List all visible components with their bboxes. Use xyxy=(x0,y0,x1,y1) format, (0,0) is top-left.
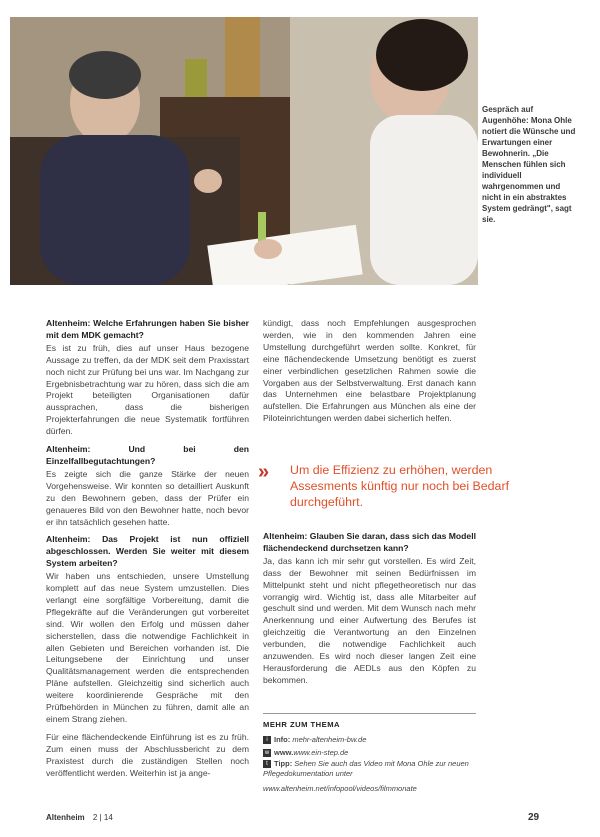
web-line xyxy=(263,746,476,759)
pull-quote-text: Um die Effizienz zu erhöhen, werden Assesments künftig nur noch bei Bedarf durchgeführt. xyxy=(290,463,510,509)
web-label: www. xyxy=(274,748,294,757)
info-link[interactable]: mehr-altenheim-bw.de xyxy=(290,735,367,744)
tip-label: Tipp: xyxy=(274,759,293,768)
tip-icon: t xyxy=(263,760,271,768)
publication-name: Altenheim xyxy=(46,813,85,822)
interview-photo xyxy=(10,17,478,285)
info-label: Info: xyxy=(274,735,291,744)
photo-caption: Gespräch auf Augenhöhe: Mona Ohle notiert die Wünsche und Erwartungen einer Bewohnerin. „Die Menschen fühlen sich individuell wahrgenommen und nicht in ein abstraktes System gedrängt", sagt sie. xyxy=(482,105,576,224)
interview-answer: kündigt, dass noch Empfehlungen ausgesprochen werden, wie in den kommenden Jahren eine Umstellung durchgeführt werden sollte. Konkret, für eine flächendeckende Umsetzung benötigt es zuerst einer verbindlichen gesetzlichen Rahmen sowie die Vorgaben aus der Selbstverwaltung. Erst danach kann das Unternehmen eine belastbare Projektplanung aufstellen. Die Erfahrungen aus München als eine der Piloteinrichtungen werden dabei sicherlich helfen. xyxy=(263,318,476,424)
quote-mark-icon: » xyxy=(258,461,270,483)
web-link[interactable]: www.ein-step.de xyxy=(293,748,349,757)
page-number: 29 xyxy=(528,812,540,823)
tip-line xyxy=(263,759,476,779)
more-on-topic-box xyxy=(263,713,476,795)
interview-question: Altenheim: Welche Erfahrungen haben Sie bisher mit dem MDK gemacht? xyxy=(46,318,249,340)
interview-question: Altenheim: Und bei den Einzelfallbegutachtungen? xyxy=(46,444,249,466)
interview-answer: Es ist zu früh, dies auf unser Haus bezogene Aussage zu treffen, da der MDK seit dem Praxisstart noch nicht zur Prüfung bei uns war. Im Nachgang zur Ergebnisbetrachtung war zu hören, dass sich die am Projekt beteiligten Organisationen dafür aussprachen, dass die bisherigen Projekterfahrungen die neue Systematik fortführen dürfen. xyxy=(46,342,249,437)
web-icon: w xyxy=(264,750,270,757)
photo-illustration xyxy=(10,17,478,285)
video-link[interactable]: www.altenheim.net/infopool/videos/filmmonate xyxy=(263,784,417,793)
interview-answer: Wir haben uns entschieden, unsere Umstellung komplett auf das neue System umzustellen. Dies verlangt eine sorgfältige Vorbereitung, damit die Pflegekräfte auf die Veränderungen gut vorbereitet sind. Wir wollen den Erfolg und müssen daher sicherstellen, dass die notwendige Fachlichkeit in allen Gebieten und Bereichen vorhanden ist. Die Leitungsebene der Einrichtung und unser Qualitätsmanagement werden die entsprechenden Pläne aufstellen. Gleichzeitig sind sicherlich auch weitere koordinierende Gespräche mit den Prüfbehörden in München zu führen, damit alle an einem Strang ziehen. xyxy=(46,571,249,724)
interview-question: Altenheim: Das Projekt ist nun offiziell abgeschlossen. Werden Sie weiter mit diesem System arbeiten? xyxy=(46,534,249,569)
tip-text: Sehen Sie auch das Video mit Mona Ohle zur neuen Pflegedokumentation unter xyxy=(263,759,469,778)
interview-answer: Für eine flächendeckende Einführung ist es zu früh. Zum einen muss der Abschlussbericht zu dem Praxistest durch die zuständigen Stellen noch veröffentlicht werden. Weiterhin ist ja ange- xyxy=(46,731,249,778)
info-icon: i xyxy=(263,736,271,744)
left-column xyxy=(46,318,249,786)
interview-question: Altenheim: Glauben Sie daran, dass sich das Modell flächendeckend durchsetzen kann? xyxy=(263,531,476,553)
issue-number: 2 | 14 xyxy=(92,813,113,822)
page-footer xyxy=(46,813,546,822)
right-column-bottom xyxy=(263,531,476,693)
interview-answer: Es zeigte sich die ganze Stärke der neuen Vorgehensweise. Wir konnten so detailliert Auskunft zu den Bewohnern geben, dass der Prüfer ein genaueres Bild von den Bewohner hatte, noch bevor er ihn tatsächlich gesehen hatte. xyxy=(46,468,249,527)
info-line xyxy=(263,733,476,746)
more-heading: MEHR ZUM THEMA xyxy=(263,720,341,729)
interview-answer: Ja, das kann ich mir sehr gut vorstellen. Es wird Zeit, dass der Bewohner mit seinen Bedürfnissen im Mittelpunkt steht und nicht pflegetheoretisch nur das vorrangig wird. Wichtig ist, dass alle Mitarbeiter auf geschult sind und werden. Mit dem Wunsch nach mehr Anerkennung und einer Aufwertung des Berufes ist gleichzeitig die Verantwortung an den Einzelnen verbunden, die notwendige Fachlichkeit auch anzuwenden. Es wird noch dieser langen Zeit eine Herausforderung die AEDLs aus den Köpfen zu bekommen. xyxy=(263,555,476,685)
right-column-top xyxy=(263,318,476,431)
